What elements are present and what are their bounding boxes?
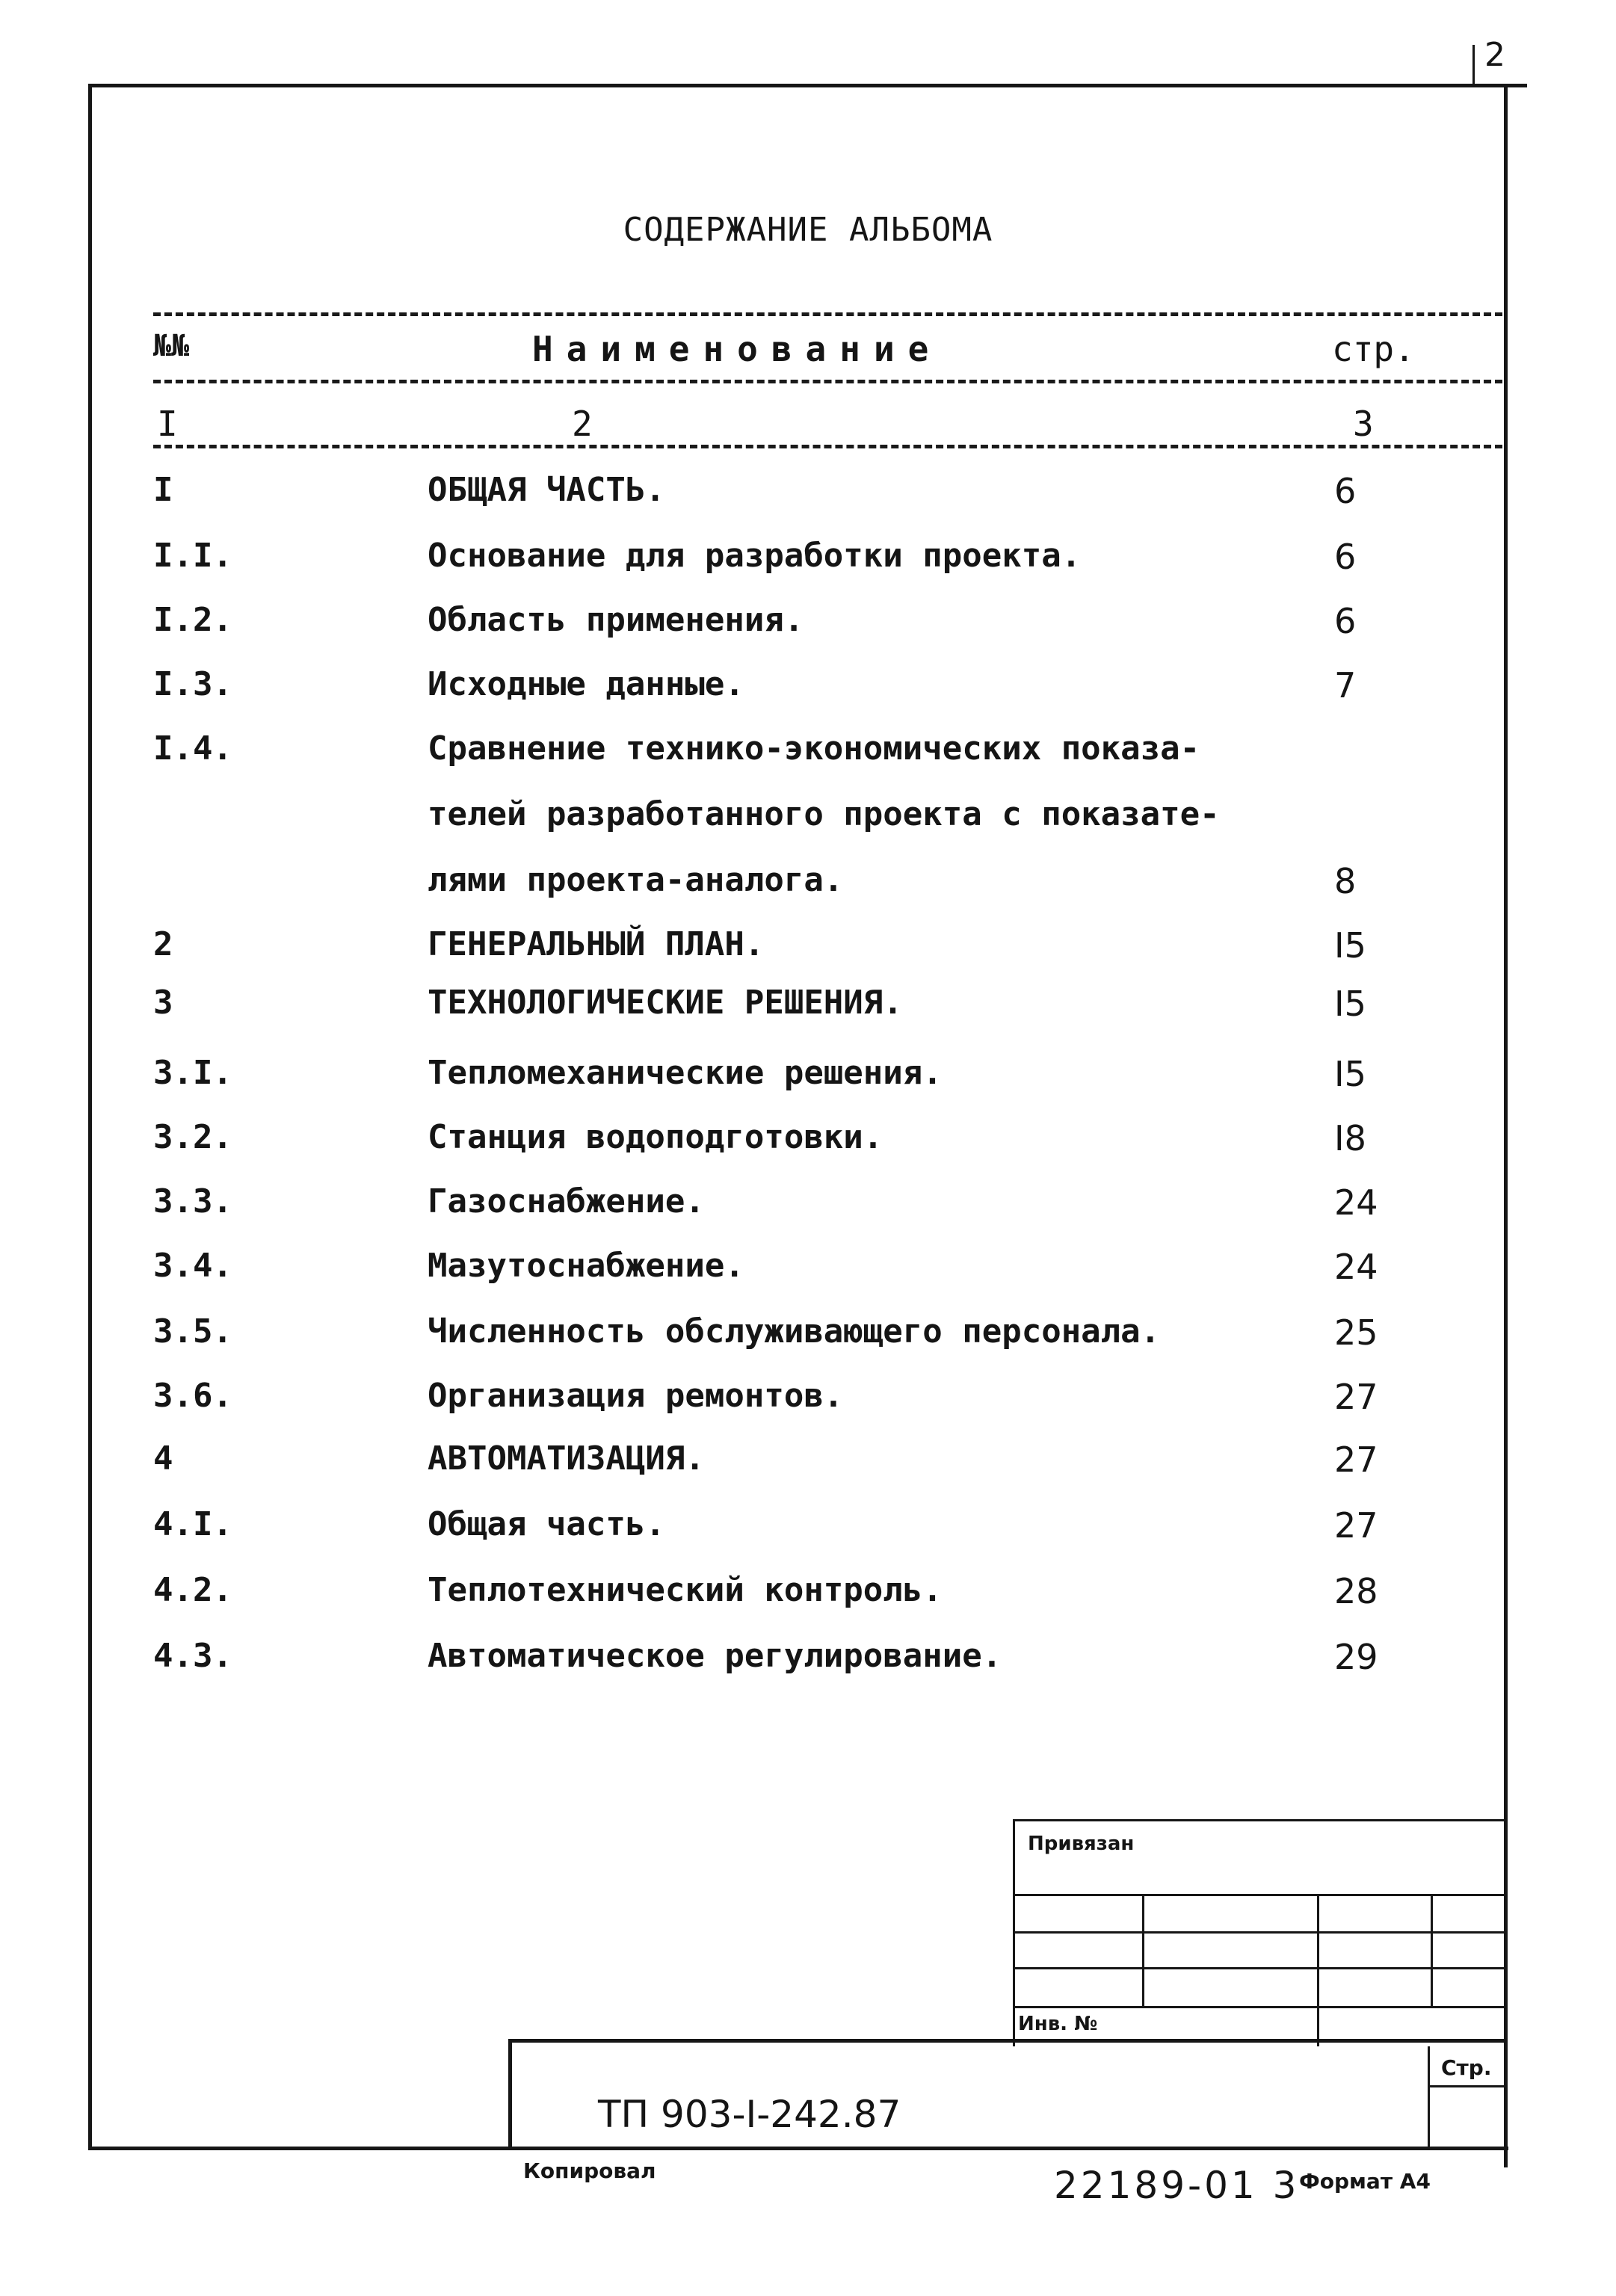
header-middle-rule — [153, 380, 1502, 383]
frame-bottom — [88, 2147, 1508, 2150]
row-name: Область применения. — [428, 601, 804, 639]
row-page: I5 — [1334, 984, 1366, 1024]
frame-top — [88, 84, 1527, 87]
row-name: Основание для разработки проекта. — [428, 537, 1082, 575]
toc-row — [0, 1118, 1616, 1178]
row-name: Численность обслуживающего персонала. — [428, 1312, 1161, 1351]
row-number: I.3. — [153, 665, 232, 703]
header-number: №№ — [153, 329, 190, 363]
row-number: 3 — [153, 984, 173, 1022]
stamp-rule — [1013, 2006, 1506, 2008]
row-name: телей разработанного проекта с показате- — [428, 795, 1220, 833]
row-page: I5 — [1334, 925, 1366, 966]
row-number: 2 — [153, 925, 173, 963]
frame-left — [88, 84, 92, 2147]
row-name: лями проекта-аналога. — [428, 861, 844, 899]
row-name: Организация ремонтов. — [428, 1377, 844, 1415]
toc-row — [0, 1439, 1616, 1499]
page-title: СОДЕРЖАНИЕ АЛЬБОМА — [623, 211, 993, 249]
toc-row — [0, 1571, 1616, 1631]
row-page: 24 — [1334, 1182, 1378, 1223]
row-number: I.4. — [153, 729, 232, 768]
toc-row — [0, 1247, 1616, 1306]
row-page: 27 — [1334, 1439, 1378, 1480]
row-number: 3.I. — [153, 1054, 232, 1092]
row-page: I8 — [1334, 1118, 1366, 1158]
row-number: 4.I. — [153, 1505, 232, 1543]
row-number: I.I. — [153, 537, 232, 575]
row-number: 3.4. — [153, 1247, 232, 1285]
toc-row — [0, 861, 1616, 921]
row-number: 3.3. — [153, 1182, 232, 1220]
row-page: 7 — [1334, 665, 1357, 706]
column-number-1: I — [157, 404, 178, 444]
inventory-number-label: Инв. № — [1018, 2013, 1098, 2035]
row-number: I.2. — [153, 601, 232, 639]
stamp-rule — [508, 2039, 512, 2147]
toc-row — [0, 1182, 1616, 1242]
row-number: I — [153, 471, 173, 509]
page-number-divider — [1472, 45, 1475, 84]
toc-row — [0, 1637, 1616, 1697]
row-name: Мазутоснабжение. — [428, 1247, 744, 1285]
row-page: 27 — [1334, 1377, 1378, 1417]
header-name: Наименование — [532, 329, 943, 369]
stamp-rule — [1428, 2046, 1430, 2147]
row-number: 3.6. — [153, 1377, 232, 1415]
row-name: Общая часть. — [428, 1505, 665, 1543]
toc-row — [0, 1505, 1616, 1565]
row-number: 3.2. — [153, 1118, 232, 1156]
row-page: 6 — [1334, 537, 1357, 577]
toc-row — [0, 1312, 1616, 1372]
header-bottom-rule — [153, 445, 1502, 448]
row-number: 3.5. — [153, 1312, 232, 1351]
row-page: 28 — [1334, 1571, 1378, 1611]
row-name: Газоснабжение. — [428, 1182, 705, 1220]
row-number: 4.2. — [153, 1571, 232, 1609]
toc-row — [0, 925, 1616, 985]
row-page: 27 — [1334, 1505, 1378, 1546]
row-name: ГЕНЕРАЛЬНЫЙ ПЛАН. — [428, 925, 765, 963]
tied-label: Привязан — [1028, 1833, 1135, 1855]
page-number: 2 — [1484, 36, 1505, 74]
row-name: Теплотехнический контроль. — [428, 1571, 943, 1609]
column-number-2: 2 — [572, 404, 593, 444]
row-number: 4 — [153, 1439, 173, 1478]
stamp-rule — [1142, 1894, 1144, 2006]
row-name: Сравнение технико-экономических показа- — [428, 729, 1200, 768]
row-page: 29 — [1334, 1637, 1378, 1677]
toc-row — [0, 984, 1616, 1043]
toc-row — [0, 1054, 1616, 1114]
stamp-rule — [508, 2039, 1506, 2043]
document-number: 22189-01 3 — [1054, 2164, 1300, 2207]
row-page: 6 — [1334, 601, 1357, 641]
header-page: стр. — [1332, 329, 1415, 369]
row-name: ТЕХНОЛОГИЧЕСКИЕ РЕШЕНИЯ. — [428, 984, 903, 1022]
row-name: ОБЩАЯ ЧАСТЬ. — [428, 471, 665, 509]
row-name: Автоматическое регулирование. — [428, 1637, 1002, 1675]
row-number: 4.3. — [153, 1637, 232, 1675]
row-page: I5 — [1334, 1054, 1366, 1094]
stamp-rule — [1428, 2085, 1506, 2087]
row-page: 25 — [1334, 1312, 1378, 1353]
column-number-3: 3 — [1353, 404, 1374, 444]
stamp-rule — [1013, 1819, 1506, 1821]
row-page: 6 — [1334, 471, 1357, 511]
toc-row — [0, 471, 1616, 531]
header-top-rule — [153, 312, 1502, 316]
row-page: 24 — [1334, 1247, 1378, 1287]
stamp-rule — [1431, 1894, 1433, 2006]
copied-by-label: Копировал — [523, 2158, 656, 2183]
row-name: Исходные данные. — [428, 665, 744, 703]
project-code: ТП 903-I-242.87 — [598, 2093, 901, 2136]
row-page: 8 — [1334, 861, 1357, 901]
format-label: Формат А4 — [1299, 2169, 1431, 2194]
row-name: АВТОМАТИЗАЦИЯ. — [428, 1439, 705, 1478]
toc-row — [0, 665, 1616, 725]
toc-row — [0, 601, 1616, 661]
row-name: Тепломеханические решения. — [428, 1054, 943, 1092]
stamp-rule — [1317, 1894, 1319, 2046]
toc-row — [0, 795, 1616, 855]
toc-row — [0, 537, 1616, 596]
toc-row — [0, 1377, 1616, 1436]
toc-row — [0, 729, 1616, 789]
row-name: Станция водоподготовки. — [428, 1118, 883, 1156]
sheet-label: Стр. — [1441, 2055, 1492, 2080]
